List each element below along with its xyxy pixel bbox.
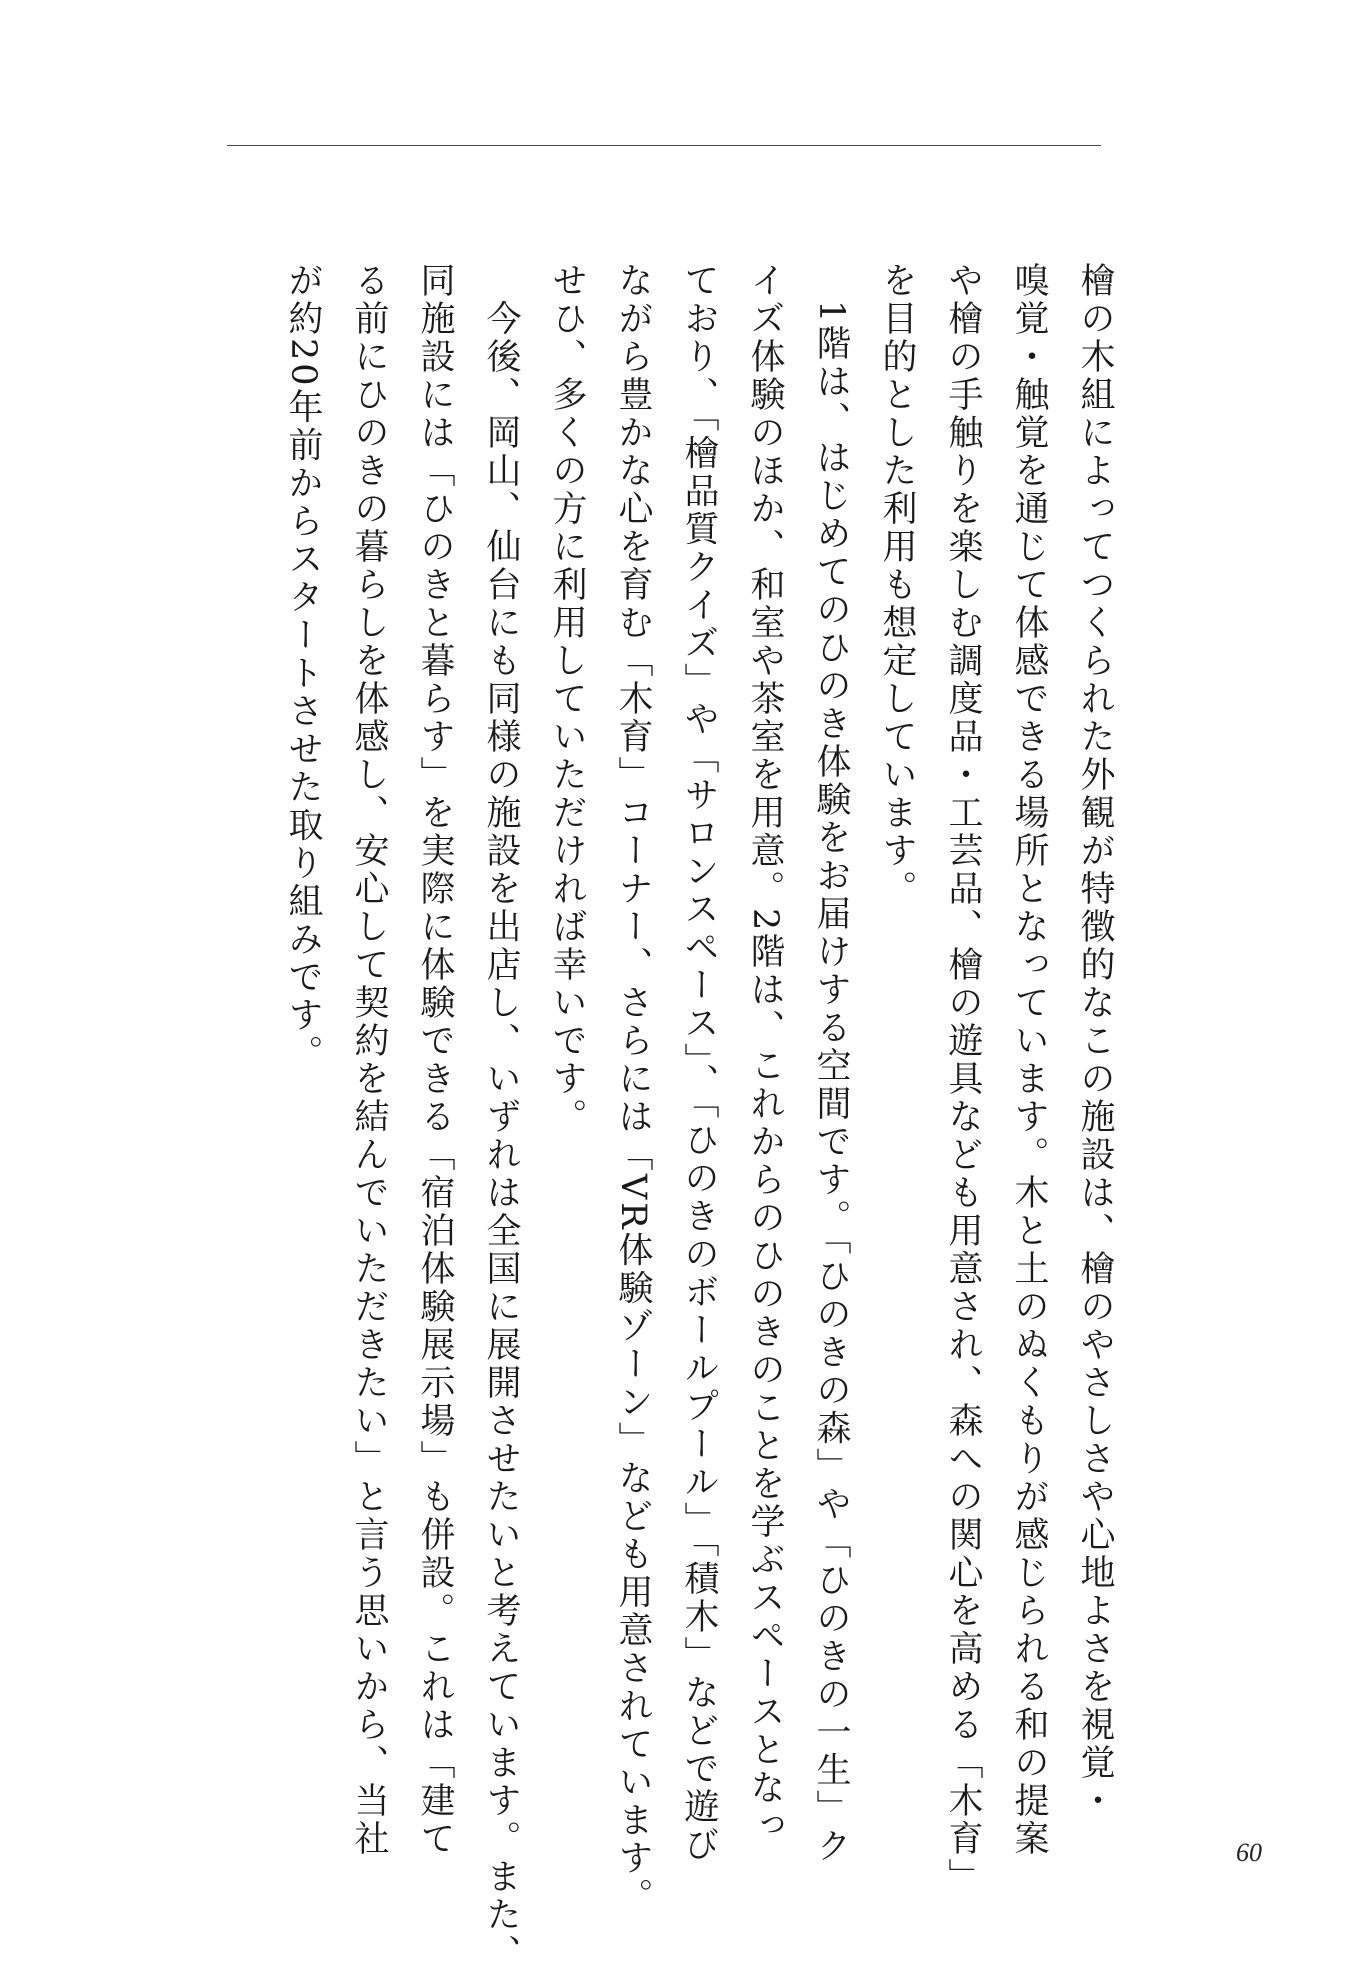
text-line: イズ体験のほか、和室や茶室を用意。2階は、これからのひのきのことを学ぶスペースとなっ <box>745 262 785 1846</box>
text-line: ながら豊かな心を育む「木育」コーナー、さらには「VR体験ゾーン」なども用意されています。 <box>613 262 653 1916</box>
text-line: 嗅覚・触覚を通じて体感できる場所となっています。木と土のぬくもりが感じられる和の提案 <box>1009 262 1049 1858</box>
text-line: ており、「檜品質クイズ」や「サロンスペース」、「ひのきのボールプール」「積木」などで遊び <box>679 262 719 1864</box>
text-line: が約20年前からスタートさせた取り組みです。 <box>283 262 323 1073</box>
text-line: 1階は、はじめてのひのき体験をお届けする空間です。「ひのきの森」や「ひのきの一生」ク <box>811 262 851 1866</box>
page-number: 60 <box>1236 1838 1262 1867</box>
text-line: 檜の木組によってつくられた外観が特徴的なこの施設は、檜のやさしさや心地よさを視覚・ <box>1075 262 1115 1820</box>
text-line: を目的とした利用も想定しています。 <box>877 262 917 908</box>
text-line: や檜の手触りを楽しむ調度品・工芸品、檜の遊具なども用意され、森への関心を高める「木育」 <box>943 262 983 1896</box>
vertical-body-text <box>270 262 1128 1972</box>
text-line: 同施設には「ひのきと暮らす」を実際に体験できる「宿泊体験展示場」も併設。これは「建て <box>415 262 455 1858</box>
text-line: 今後、岡山、仙台にも同様の施設を出店し、いずれは全国に展開させたいと考えています。また、 <box>481 262 521 1972</box>
text-line: せひ、多くの方に利用していただければ幸いです。 <box>547 262 587 1136</box>
header-rule <box>227 145 1101 146</box>
text-line: る前にひのきの暮らしを体感し、安心して契約を結んでいただきたい」と言う思いから、当社 <box>349 262 389 1858</box>
